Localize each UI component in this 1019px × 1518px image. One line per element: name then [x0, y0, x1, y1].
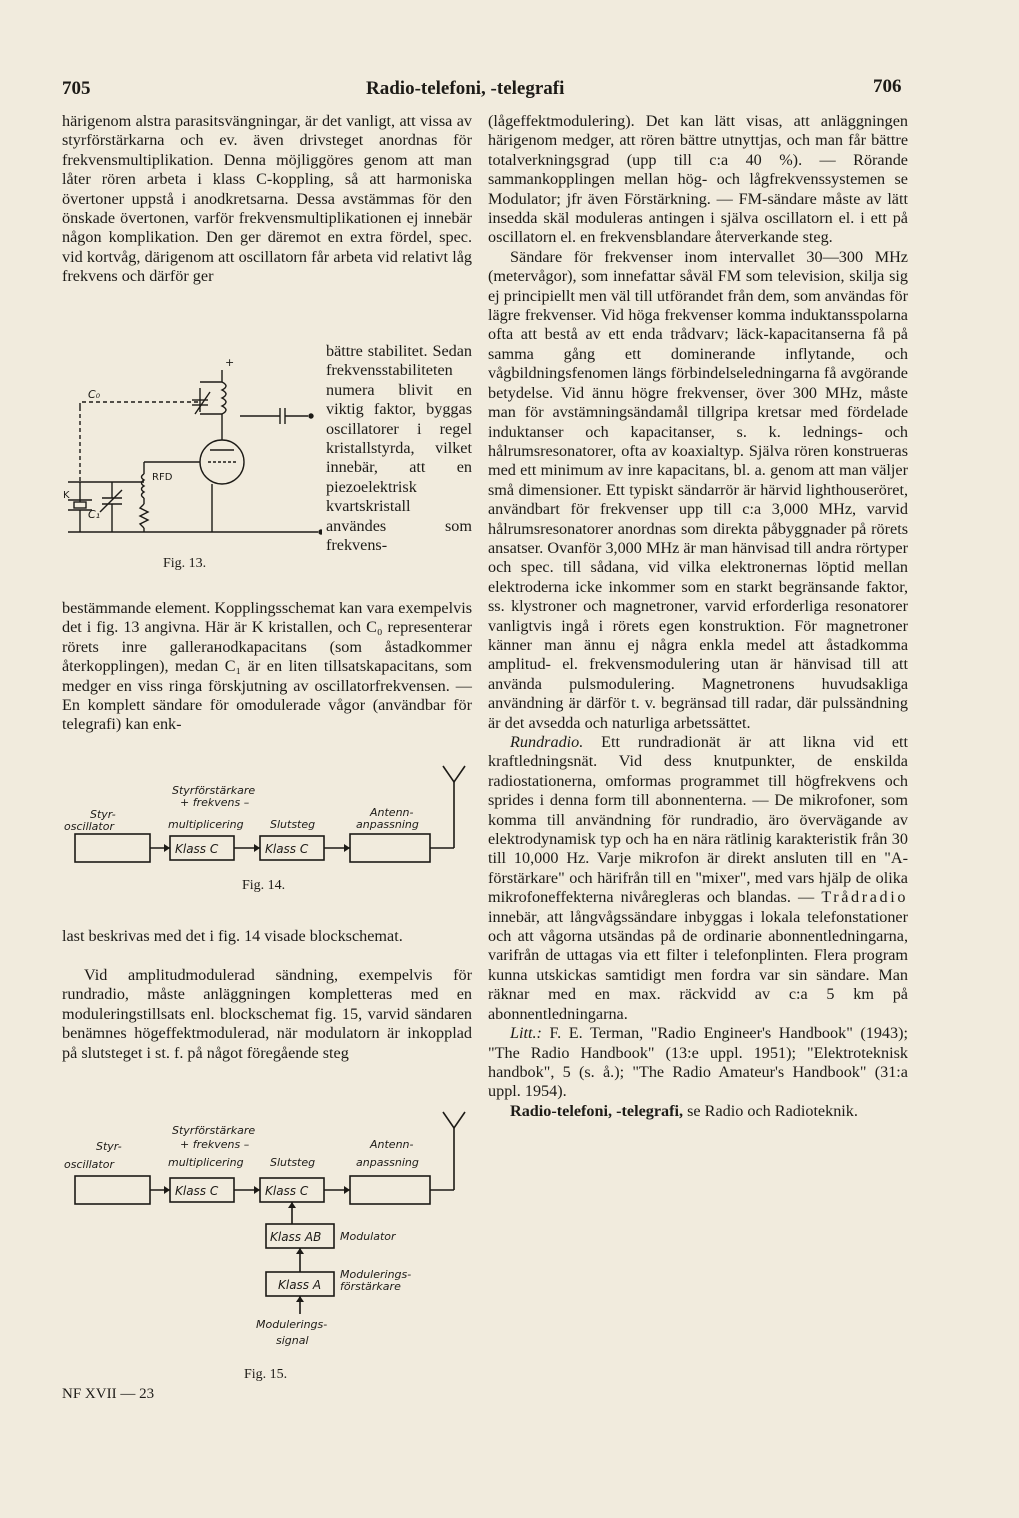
figure-14-block-diagram — [60, 762, 480, 872]
svg-text:Modulerings-: Modulerings- — [256, 1318, 328, 1331]
svg-text:oscillator: oscillator — [64, 1158, 114, 1171]
svg-text:multiplicering: multiplicering — [168, 818, 244, 831]
footer-volume: NF XVII — 23 — [62, 1386, 155, 1402]
svg-text:Styrförstärkare: Styrförstärkare — [172, 1124, 256, 1137]
antenna-icon — [443, 1112, 465, 1128]
svg-text:Slutsteg: Slutsteg — [270, 818, 316, 831]
block-antenna-match — [350, 1176, 430, 1204]
left-paragraph-1-side: bättre stabilitet. Sedan frekvensstabiliteten numera blivit en viktig faktor, byggas oscillatorer i regel kristallstyrda, vilket innebär, att en piezoelektrisk kvartskristall användes som frekvens- — [326, 342, 472, 555]
antenna-icon — [443, 766, 465, 782]
vacuum-tube — [200, 440, 244, 484]
running-title: Radio-telefoni, -telegrafi — [366, 78, 565, 99]
svg-text:signal: signal — [276, 1334, 309, 1347]
figure-14-caption: Fig. 14. — [242, 878, 286, 893]
svg-text:Klass C: Klass C — [175, 1184, 219, 1198]
svg-text:Klass AB: Klass AB — [270, 1230, 322, 1244]
right-paragraph-1: (lågeffektmodulering). Det kan lätt visas, att anläggningen härigenom medger, att rören bättre utnyttjas, och man får bättre totalverkningsgrad (upp till c:a 40 %). — Rörande sammankopplingen mellan hög- och lågfrekvenssystemen se Modulator; jfr även Förstärkning. — FM-sändare måste av lätt insedda skäl moduleras antingen i själva oscillatorn el. i ett på oscillatorn el. en frekvensblandare återverkande steg. — [488, 112, 908, 247]
right-column — [488, 112, 908, 1121]
svg-text:Antenn-: Antenn- — [370, 806, 414, 819]
block-oscillator — [75, 1176, 150, 1204]
svg-text:Styr-: Styr- — [90, 808, 116, 821]
left-paragraph-1-end: bestämmande element. Kopplingsschemat kan vara exempelvis det i fig. 13 angivna. Här är K kristallen, och C₀ representerar rörets inre gallerанodkapacitans (som åstadkommer återkopplingen), medan C₁ är en liten tillsatskapacitans, som medger en viss ringa förskjutning av oscillatorfrekvensen. — En komplett sändare för omodulerade vågor (användbar för telegrafi) kan enk- — [62, 599, 472, 734]
svg-text:Modulator: Modulator — [340, 1230, 396, 1243]
svg-text:+ frekvens –: + frekvens – — [180, 796, 250, 809]
svg-text:Klass A: Klass A — [278, 1278, 322, 1292]
left-paragraph-3: Vid amplitudmodulerad sändning, exempelvis för rundradio, måste anläggningen kompletteras med en moduleringstillsats enl. blockschemat fig. 15, varvid sändaren benämnes högeffektmodulerad, när modulatorn är inkopplad på slutsteget i st. f. på något föregående steg — [62, 966, 472, 1062]
block-oscillator — [75, 834, 150, 862]
svg-text:C₁: C₁ — [88, 508, 101, 521]
figure-15-block-diagram — [60, 1110, 480, 1366]
figure-13-circuit — [60, 352, 322, 582]
svg-text:Styrförstärkare: Styrförstärkare — [172, 784, 256, 797]
figure-15-caption: Fig. 15. — [244, 1367, 288, 1382]
page-number-left: 705 — [62, 78, 91, 99]
right-paragraph-literature: Litt.: F. E. Terman, "Radio Engineer's Handbook" (1943); "The Radio Handbook" (13:e uppl. 1951); "Elektroteknisk handbok", 5 (s. å.); "The Radio Amateur's Handbook" (31:a uppl. 1954). — [488, 1024, 908, 1101]
right-paragraph-crossref: Radio-telefoni, -telegrafi, se Radio och Radioteknik. — [510, 1101, 858, 1120]
svg-text:förstärkare: förstärkare — [340, 1280, 401, 1293]
svg-text:Modulerings-: Modulerings- — [340, 1268, 412, 1281]
right-paragraph-3: Rundradio. Ett rundradionät är att likna vid ett kraftledningsnät. Vid dess knutpunkter, de enskilda radiostationerna, omformas programmet till högfrekvens och sprides i denna form till abonnenterna. — De mikrofoner, som komma till användning för rundradio, äro övervägande av elektrodynamisk typ och ha en nära rätlinig karakteristik från 30 till 10,000 Hz. Varje mikrofon är direkt ansluten till en "A-förstärkare" och härifrån till en "mixer", med vars hjälp de olika mikrofoneffekterna nivåregleras och blandas. — Trådradio innebär, att långvågssändare inbyggas i lokala telefonstationer och att vågorna utsändas på de ordinarie abonnentledningarna, varifrån de uttagas via ett filter i telefonplinten. Flera program kunna utskickas samtidigt men fordra var sin sändare. Man räknar med en max. räckvidd av c:a 5 km på abonnentledningarna. — [488, 733, 909, 1023]
svg-text:oscillator: oscillator — [64, 820, 114, 833]
svg-text:anpassning: anpassning — [356, 818, 419, 831]
svg-text:RFD: RFD — [152, 472, 173, 483]
svg-text:C₀: C₀ — [88, 388, 101, 401]
left-paragraph-2: last beskrivas med det i fig. 14 visade blockschemat. — [62, 927, 403, 945]
svg-text:+ frekvens –: + frekvens – — [180, 1138, 250, 1151]
svg-text:multiplicering: multiplicering — [168, 1156, 244, 1169]
svg-text:Klass C: Klass C — [175, 842, 219, 856]
svg-text:Styr-: Styr- — [96, 1140, 122, 1153]
svg-text:Klass C: Klass C — [265, 842, 309, 856]
svg-text:Antenn-: Antenn- — [370, 1138, 414, 1151]
page-number-right: 706 — [873, 76, 902, 97]
svg-text:Slutsteg: Slutsteg — [270, 1156, 316, 1169]
tank-coil — [222, 382, 226, 414]
right-paragraph-2: Sändare för frekvenser inom intervallet 30—300 MHz (metervågor), som innefattar såväl FM som television, skilja sig ej principiellt men väl till utförandet från dem, som användas för lägre frekvenser. Vid höga frekvenser komma induktansspolarna ofta att bestå av ett enda trådvarv; läck-kapacitanserna få på samma gång ett dominerande inflytande, och vågbildningsfenomen längs förbindelseledningarna få avgörande betydelse. Vid ännu högre frekvenser, över 300 MHz, måste man för avstämningsändamål tillgripa kretsar med fördelade induktanser och kapacitanser, s. k. lednings- och hålrumsresonatorer, ofta av koaxialtyp. Själva rören konstrueras med ett minimum av inre kapacitans, bl. a. genom att man väljer små dimensioner. Ett typiskt sändarrör är härvid lighthouseröret, användbart för frekvenser upp till c:a 3,000 MHz, varvid hålrumsresonatorer anordnas som direkta påbyggnader på rörets ansatser. Ovanför 3,000 MHz är man hänvisad till andra rörtyper och spec. till sådana, vid vilka elektronernas löptid mellan elektroderna icke inkommer som en starkt begränsande faktor, ss. klystroner och magnetroner, varvid erforderliga resonatorer vanligtvis ingå i rörets egen konstruktion. För magnetroner känner man ännu ej några enkla medel att åstadkomma amplitud- el. frekvensmodulering utan är hänvisad till att använda pulsmodulering. Magnetronens huvudsakliga användning är därför t. v. begränsad till radar, där pulssändning är det avsedda och naturliga arbetssättet. — [488, 247, 908, 732]
svg-text:anpassning: anpassning — [356, 1156, 419, 1169]
block-antenna-match — [350, 834, 430, 862]
figure-13-caption: Fig. 13. — [163, 556, 207, 571]
left-paragraph-1: härigenom alstra parasitsvängningar, är det vanligt, att vissa av styrförstärkarna och ev. även drivsteget anordnas för frekvensmultiplikation. Denna möjliggöres genom att man låter rören arbeta i klass C-koppling, så att harmoniska övertoner uppstå i anodkretsarna. Dessa avstämmas för den önskade övertonen, varför frekvensmultiplikationen ej innebär någon komplikation. Den ger däremot en extra fördel, spec. vid kortvåg, därigenom att oscillatorn får arbeta vid relativt låg frekvens och därför ger — [62, 112, 472, 286]
svg-text:+: + — [225, 356, 235, 369]
svg-text:Klass C: Klass C — [265, 1184, 309, 1198]
svg-text:K: K — [63, 490, 70, 501]
